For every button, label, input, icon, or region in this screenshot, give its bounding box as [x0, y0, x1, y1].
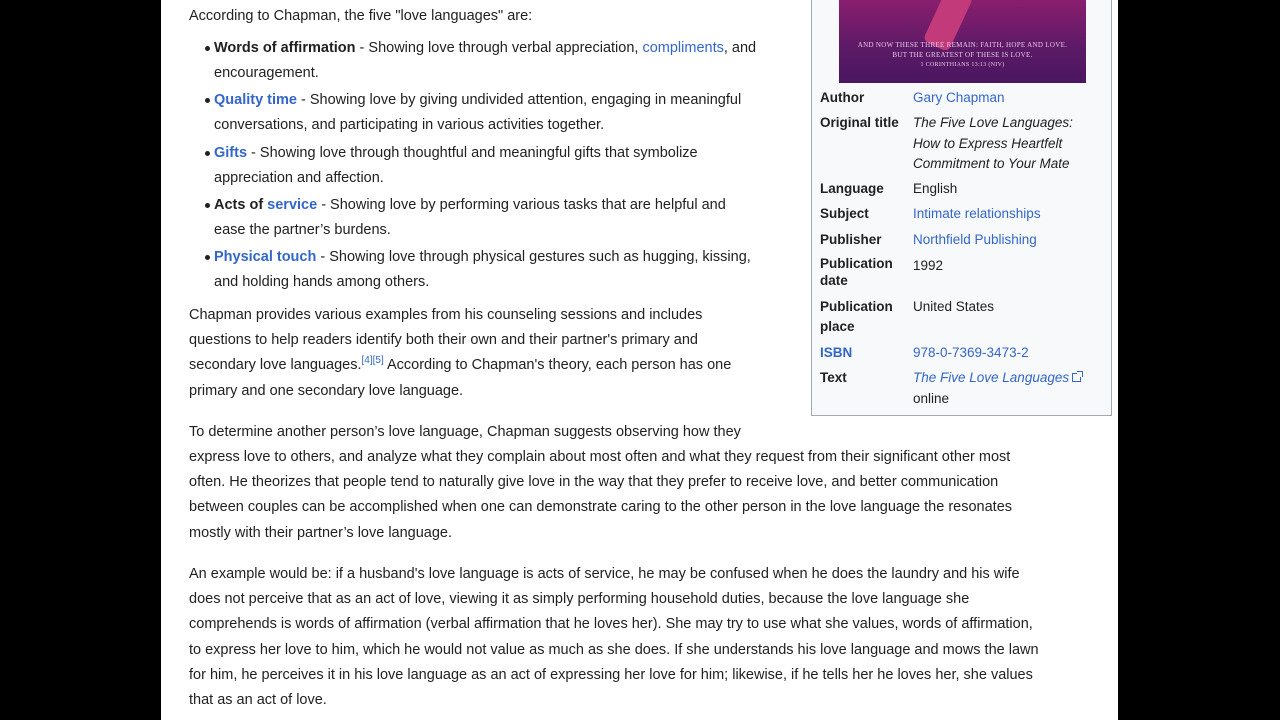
text-online-link[interactable]: The Five Love Languages — [913, 370, 1081, 385]
text-label: Text — [820, 370, 847, 385]
book-cover-image[interactable]: AND NOW THESE THREE REMAIN: FAITH, HOPE AND LOVE. BUT THE GREATEST OF THESE IS LOVE. 1 CORINTHIANS 13:13 (NIV) — [839, 0, 1086, 83]
original-title-value: The Five Love Languages: How to Express Heartfelt Commitment to Your Mate — [913, 115, 1073, 171]
bullet — [205, 98, 210, 103]
isbn-link[interactable]: 978-0-7369-3473-2 — [913, 345, 1029, 360]
bullet — [205, 203, 210, 208]
compliments-link[interactable]: compliments — [642, 40, 724, 56]
publisher-link[interactable]: Northfield Publishing — [913, 232, 1037, 247]
author-link[interactable]: Gary Chapman — [913, 90, 1005, 105]
language-value: English — [913, 181, 958, 196]
infobox: AND NOW THESE THREE REMAIN: FAITH, HOPE AND LOVE. BUT THE GREATEST OF THESE IS LOVE. 1 CORINTHIANS 13:13 (NIV) Author Gary Chapman Original title The Five Love Languages: How to Express Heartfelt Commitment to Your Mate Language English Subject Intimate relationships Publisher Northfield Publishing Publication date 1992 Publication place United States ISBN 978-0-7369-3473-2 Text The Five Love Languages online — [811, 0, 1112, 416]
author-label: Author — [820, 90, 865, 105]
original-title-label: Original title — [820, 115, 899, 130]
bullet — [205, 151, 210, 156]
subject-label: Subject — [820, 206, 869, 221]
subject-link[interactable]: Intimate relationships — [913, 206, 1041, 221]
service-link[interactable]: service — [267, 197, 318, 213]
article-page: According to Chapman, the five "love languages" are: Words of affirmation - Showing love through verbal appreciation, compliments, and encouragement. Quality time - Showing love by giving undivided attention, engaging in meaningful conversations, and participating in various activities together. Gifts - Showing love through thoughtful and meaningful gifts that symbolize appreciation and affection. Acts of service - Showing love by performing various tasks that are helpful and ease the partner’s burdens. Physical touch - Showing love through physical gestures such as hugging, kissing, and holding hands among others. Chapman provides various examples from his counseling sessions and includes questions to help readers identify both their own and their partner's primary and secondary love languages.[4][5] According to Chapman's theory, each person has one primary and one secondary love language. To determine another person’s love language, Chapman suggests observing how they express love to others, and analyze what they complain about most often and what they request from their significant other most often. He theorizes that people tend to naturally give love in the way that they prefer to receive love, and better communication between couples can be accomplished when one can demonstrate caring to the other person in the love language the resonates mostly with their partner’s love language. An example would be: if a husband's love language is acts of service, he may be confused when he does the laundry and his wife does not perceive that as an act of love, viewing it as simply performing household duties, because the love language she comprehends is words of affirmation (verbal affirmation that he loves her). She may try to use what she values, words of affirmation, to express her love to him, which he would not value as much as she does. If she understands his love language and mows the lawn for him, he perceives it in his love language as an act of expressing her love for him; likewise, if he tells her he loves her, she values that as an act of love. AND NOW THESE THREE REMAIN: FAITH, HOPE AND LOVE. BUT THE GREATEST OF THESE IS LOVE. 1 CORINTHIANS 13:13 (NIV) Author Gary Chapman Original title The Five Love Languages: How to Express Heartfelt Commitment to Your Mate Language English Subject Intimate relationships Publisher Northfield Publishing Publication date 1992 Publication place United States ISBN 978-0-7369-3473-2 Text The Five Love Languages online — [161, 0, 1118, 720]
citation-5-link[interactable]: [5] — [372, 355, 384, 367]
publication-place-label: Publication place — [820, 299, 893, 334]
isbn-label-link[interactable]: ISBN — [820, 345, 853, 360]
bullet — [205, 255, 210, 260]
language-label: Language — [820, 181, 884, 196]
bullet — [205, 46, 210, 51]
list-intro: According to Chapman, the five "love languages" are: — [189, 8, 533, 24]
physical-touch-link[interactable]: Physical touch — [214, 249, 317, 265]
publication-place-value: United States — [913, 299, 995, 314]
gifts-link[interactable]: Gifts — [214, 145, 248, 161]
external-link-icon — [1072, 373, 1081, 382]
publisher-label: Publisher — [820, 232, 882, 247]
publication-date-value: 1992 — [913, 258, 944, 273]
citation-4-link[interactable]: [4] — [361, 355, 373, 367]
quality-time-link[interactable]: Quality time — [214, 92, 297, 108]
publication-date-label: Publication date — [820, 256, 893, 288]
term-words-of-affirmation: Words of affirmation — [214, 40, 356, 56]
